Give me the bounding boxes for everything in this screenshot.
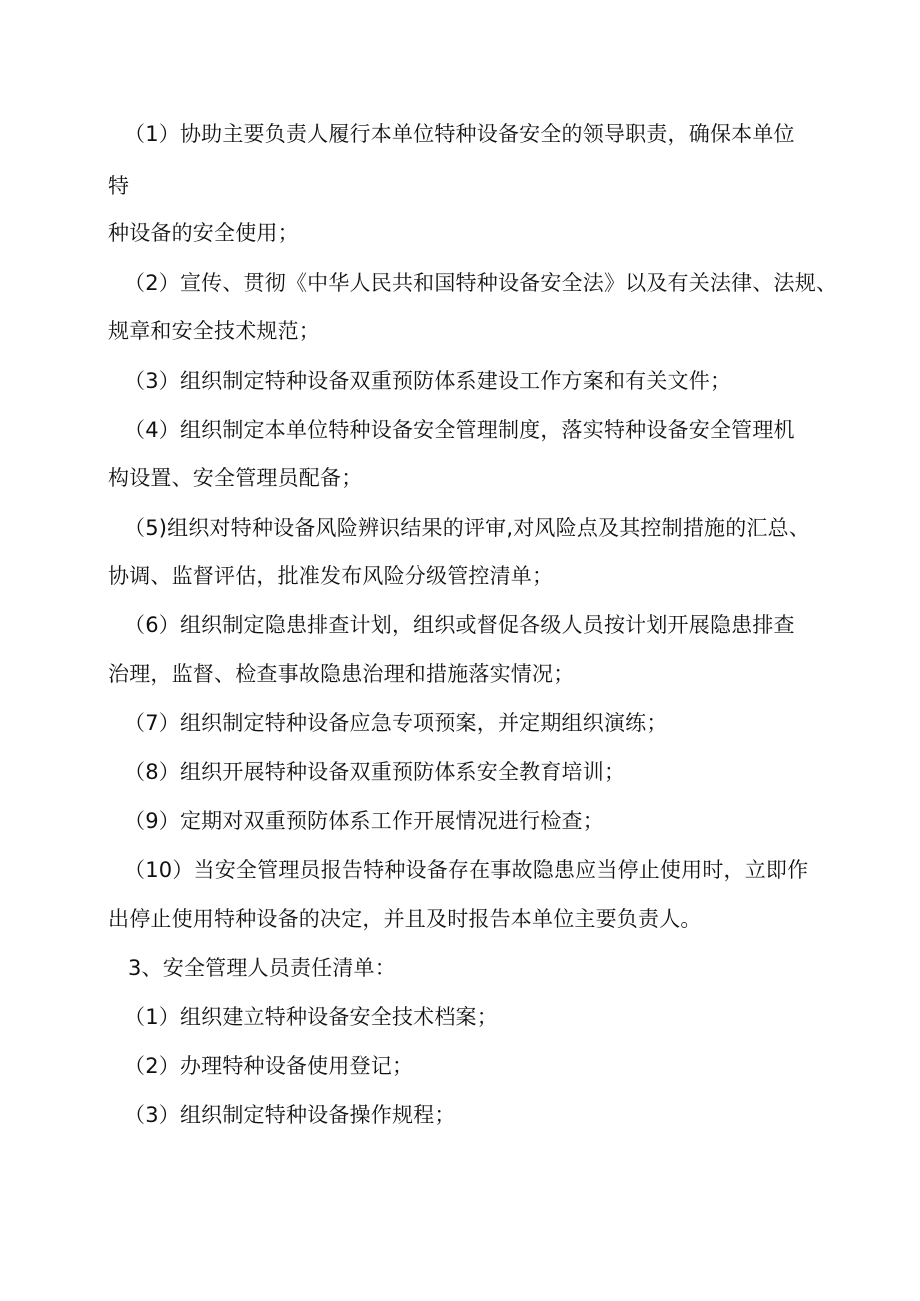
text-line-duty-9: （9）定期对双重预防体系工作开展情况进行检查； [124,809,604,833]
text-line-duty-1c: 种设备的安全使用； [108,221,299,245]
text-line-duty-6a: （6）组织制定隐患排查计划，组织或督促各级人员按计划开展隐患排查 [124,613,795,637]
section-heading: 3、安全管理人员责任清单： [128,956,396,980]
text-line-duty-3: （3）组织制定特种设备双重预防体系建设工作方案和有关文件； [124,369,732,393]
text-line-duty-1b: 特 [108,174,130,198]
text-line-manager-1: （1）组织建立特种设备安全技术档案； [124,1005,498,1029]
text-line-duty-5b: 协调、监督评估，批准发布风险分级管控清单； [108,564,554,588]
text-line-manager-3: （3）组织制定特种设备操作规程； [124,1103,456,1127]
text-line-manager-2: （2）办理特种设备使用登记； [124,1054,414,1078]
text-line-duty-7: （7）组织制定特种设备应急专项预案，并定期组织演练； [124,711,668,735]
text-line-duty-4b: 构设置、安全管理员配备； [108,466,363,490]
text-line-duty-2a: （2）宣传、贯彻《中华人民共和国特种设备安全法》以及有关法律、法规、 [124,271,838,295]
text-line-duty-10b: 出停止使用特种设备的决定，并且及时报告本单位主要负责人。 [108,907,702,931]
text-line-duty-5a: （5)组织对特种设备风险辨识结果的评审,对风险点及其控制措施的汇总、 [124,516,811,540]
text-line-duty-10a: （10）当安全管理员报告特种设备存在事故隐患应当停止使用时，立即作 [124,858,809,882]
text-line-duty-4a: （4）组织制定本单位特种设备安全管理制度，落实特种设备安全管理机 [124,418,795,442]
text-line-duty-2b: 规章和安全技术规范； [108,319,320,343]
text-line-duty-8: （8）组织开展特种设备双重预防体系安全教育培训； [124,760,626,784]
text-line-duty-1a: （1）协助主要负责人履行本单位特种设备安全的领导职责，确保本单位 [124,122,795,146]
text-line-duty-6b: 治理，监督、检查事故隐患治理和措施落实情况； [108,662,575,686]
